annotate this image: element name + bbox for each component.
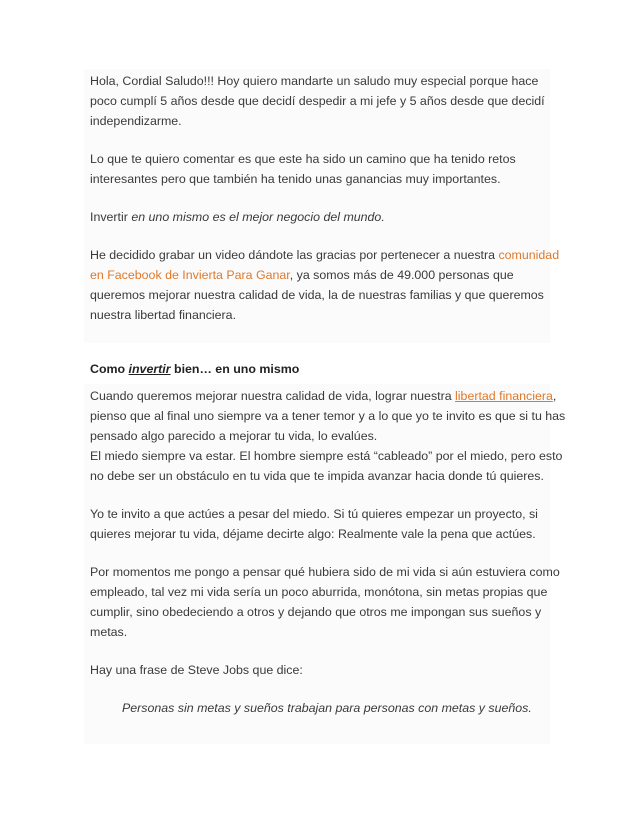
intro-p4-line: queremos mejorar nuestra calidad de vida, la de nuestras familias y que queremos [90,288,544,302]
paragraph-gap [90,642,544,660]
section-p1-line [90,386,557,406]
comunidad-link[interactable]: comunidad [498,248,560,262]
intro-p1-line: poco cumplí 5 años desde que decidí despedir a mi jefe y 5 años desde que decidí [90,94,545,108]
paragraph-gap [90,131,544,149]
intro-p2-line: interesantes pero que también ha tenido unas ganancias muy importantes. [90,172,501,186]
paragraph-gap [90,486,544,504]
section-heading [90,359,544,379]
paragraph-gap [90,227,544,245]
facebook-community-link[interactable]: en Facebook de Invierta Para Ganar [90,268,290,282]
section-p3-line: cumplir, sino obedeciendo a otros y dejando que otros me impongan sus sueños y [90,605,542,619]
paragraph-gap [90,544,544,562]
heading-keyword-link[interactable]: invertir [128,362,171,376]
steve-jobs-quote: Personas sin metas y sueños trabajan para personas con metas y sueños. [122,701,532,715]
section-p3-line: empleado, tal vez mi vida sería un poco aburrida, monótona, sin metas propias que [90,585,548,599]
section-p1-line: no debe ser un obstáculo en tu vida que te impida avanzar hacia donde tú quieres. [90,469,544,483]
section-p1-line: pensado algo parecido a mejorar tu vida, lo evalúes. [90,429,378,443]
intro-p1-line: independizarme. [90,114,182,128]
heading-text: Como [90,362,129,376]
section-p3-line: metas. [90,625,128,639]
section-p2-line: quieres mejorar tu vida, déjame decirte algo: Realmente vale la pena que actúes. [90,527,536,541]
section-p1-text: Cuando queremos mejorar nuestra calidad de vida, lograr nuestra [90,389,456,403]
intro-p4-line [90,245,560,265]
section-heading-block [84,357,550,381]
section-p4-line: Hay una frase de Steve Jobs que dice: [90,663,303,677]
intro-p4-text: , ya somos más de 49.000 personas que [289,268,514,282]
intro-p4-line [90,265,544,285]
intro-p1-line: Hola, Cordial Saludo!!! Hoy quiero mandarte un saludo muy especial porque hace [90,74,539,88]
invertir-italic-text: en uno mismo es el mejor negocio del mundo. [131,210,385,224]
intro-p2-line: Lo que te quiero comentar es que este ha sido un camino que ha tenido retos [90,152,516,166]
section-p1-text: , [552,389,557,403]
section-p1-line: pienso que al final uno siempre va a tener temor y a lo que yo te invito es que si tu has [90,409,566,423]
heading-text: bien… en uno mismo [170,362,300,376]
libertad-financiera-link[interactable]: libertad financiera [455,389,553,403]
intro-block [84,69,560,343]
section-p1-line: El miedo siempre va estar. El hombre siempre está “cableado” por el miedo, pero esto [90,449,563,463]
intro-p4-line: nuestra libertad financiera. [90,308,237,322]
paragraph-gap [90,680,544,698]
section-p3-line: Por momentos me pongo a pensar qué hubiera sido de mi vida si aún estuviera como [90,565,560,579]
intro-p3-line [90,207,544,227]
paragraph-gap [90,189,544,207]
intro-p4-text: He decidido grabar un video dándote las gracias por pertenecer a nuestra [90,248,499,262]
section-body-block [84,384,566,744]
section-p2-line: Yo te invito a que actúes a pesar del miedo. Si tú quieres empezar un proyecto, si [90,507,538,521]
invertir-text: Invertir [90,210,132,224]
